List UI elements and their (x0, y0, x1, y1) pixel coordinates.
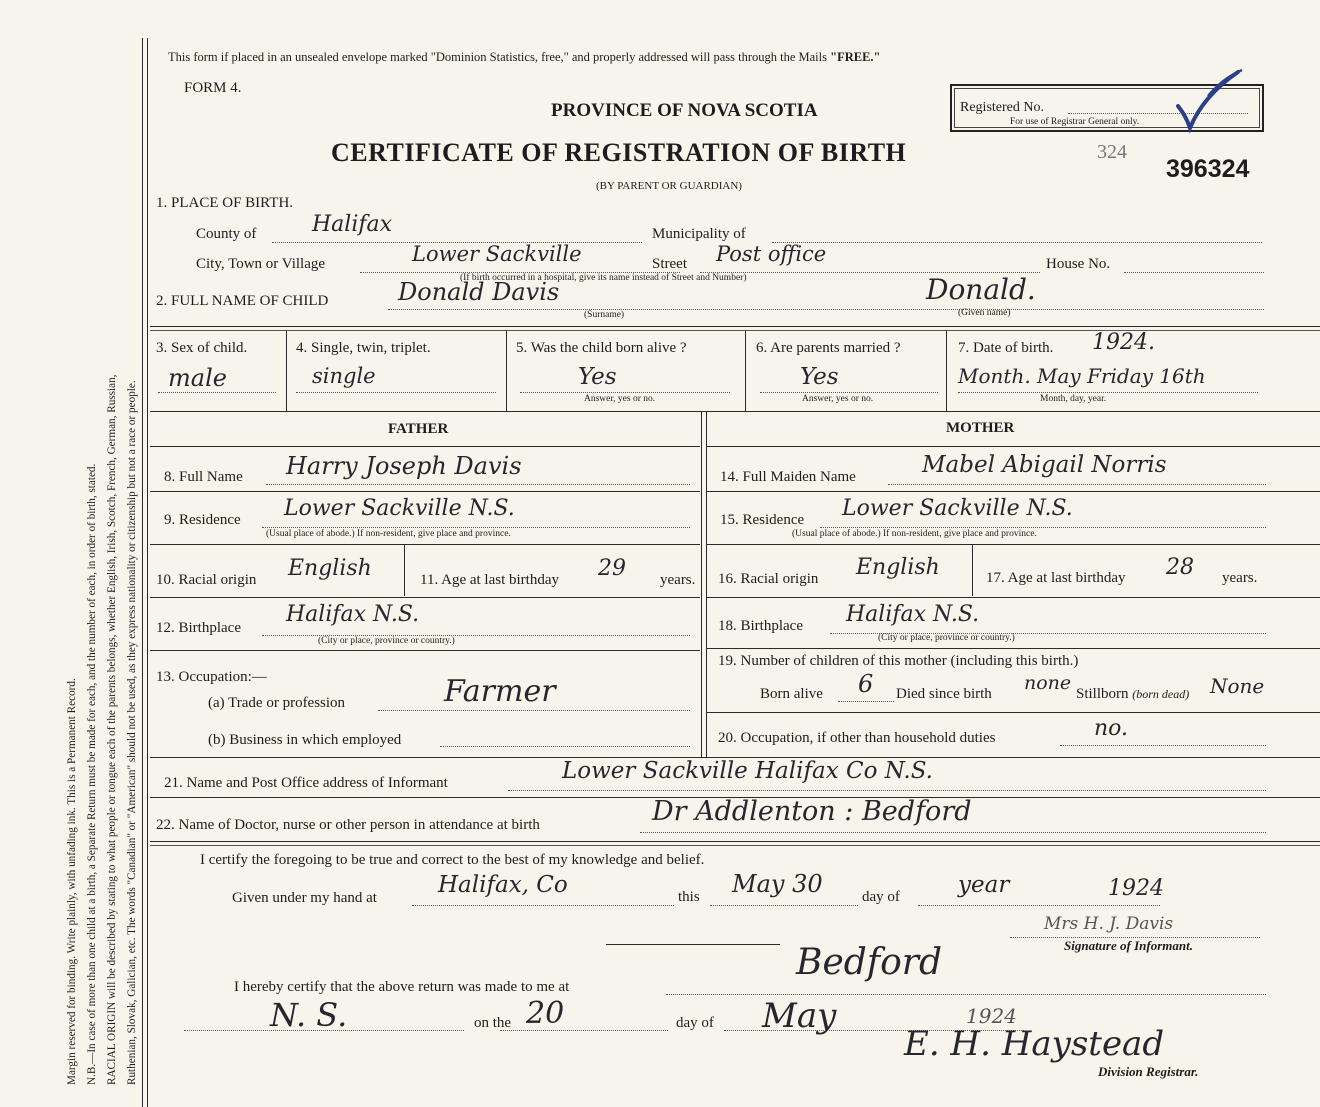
this-label: this (678, 889, 700, 905)
mother-row-5 (707, 712, 1320, 713)
day-line (710, 905, 858, 906)
facts-sep-3 (745, 331, 746, 411)
occupation-label: 13. Occupation:— (156, 669, 267, 685)
married-caption: Answer, yes or no. (802, 394, 874, 404)
divider-5a (150, 841, 1320, 842)
dob-label: 7. Date of birth. (958, 340, 1054, 356)
surname-caption: (Surname) (584, 310, 625, 320)
alive-value: Yes (578, 364, 617, 390)
died-value: none (1024, 672, 1072, 694)
house-label: House No. (1046, 256, 1111, 272)
doctor-line (640, 832, 1266, 833)
father-row-1 (150, 491, 700, 492)
place-label: 1. PLACE OF BIRTH. (156, 195, 294, 211)
county-value: Halifax (312, 212, 393, 237)
checkmark-icon (1168, 66, 1248, 136)
mother-age-unit: years. (1222, 570, 1258, 586)
sex-value: male (168, 364, 227, 392)
child-given-value: Donald. (926, 273, 1036, 306)
dob-caption: Month, day, year. (1040, 394, 1107, 404)
dob-year: 1924. (1092, 330, 1155, 355)
mother-heading-line (707, 446, 1320, 447)
doctor-value: Dr Addlenton : Bedford (652, 796, 972, 827)
hospital-note: (If birth occurred in a hospital, give its name instead of Street and Number) (460, 273, 747, 283)
given-place-line (412, 905, 674, 906)
plurality-label: 4. Single, twin, triplet. (296, 340, 431, 356)
year-word: year (958, 872, 1010, 898)
return-year: 1924 (966, 1004, 1017, 1028)
return-place: Bedford (796, 942, 943, 983)
mother-birthplace-label: 18. Birthplace (718, 618, 803, 634)
father-name-value: Harry Joseph Davis (286, 452, 522, 480)
father-name-line (266, 484, 690, 485)
plurality-value: single (312, 364, 376, 388)
return-province: N. S. (270, 996, 348, 1034)
died-label: Died since birth (896, 686, 992, 702)
parents-divider-b (706, 412, 707, 757)
father-age-unit: years. (660, 572, 696, 588)
mother-residence-label: 15. Residence (720, 512, 805, 528)
alive-label: 5. Was the child born alive ? (516, 340, 687, 356)
father-residence-value: Lower Sackville N.S. (284, 496, 515, 521)
mother-age-label: 17. Age at last birthday (986, 570, 1126, 586)
facts-sep-1 (286, 331, 287, 411)
mother-name-line (888, 484, 1266, 485)
married-line (760, 392, 938, 393)
father-heading: FATHER (388, 421, 449, 437)
married-label: 6. Are parents married ? (756, 340, 901, 356)
married-value: Yes (800, 364, 839, 390)
margin-note-2: N.B.—In case of more than one child at a birth, a Separate Return must be made for each, and the number of each, in order of birth, stated. (86, 463, 98, 1085)
city-label: City, Town or Village (196, 256, 326, 272)
given-label: Given under my hand at (232, 890, 377, 906)
father-row-4 (150, 650, 700, 651)
stillborn-value: None (1210, 674, 1265, 698)
given-caption: (Given name) (958, 308, 1011, 318)
mother-residence-caption: (Usual place of abode.) If non-resident, give place and province. (792, 529, 1037, 539)
margin-note-3: RACIAL ORIGIN will be described by stating to what people or tongue each of the parents belongs, whether English, Irish, Scotch, French, German, Russian, (106, 374, 118, 1085)
year-value: 1924 (1108, 876, 1164, 901)
father-age-value: 29 (598, 556, 626, 581)
form-number: FORM 4. (184, 80, 242, 96)
registrar-use-note: For use of Registrar General only. (1010, 117, 1140, 127)
father-birthplace-label: 12. Birthplace (156, 620, 241, 636)
subtitle: (BY PARENT OR GUARDIAN) (596, 180, 742, 192)
child-name-label: 2. FULL NAME OF CHILD (156, 293, 329, 309)
doctor-label: 22. Name of Doctor, nurse or other person in attendance at birth (156, 817, 540, 833)
margin-note-4: Ruthenian, Slovak, Galician, etc. The words "Canadian" or "American" should not be used, as they express nationality or citizenship but not a race or people. (126, 380, 138, 1085)
plurality-line (296, 392, 496, 393)
mother-occupation-label: 20. Occupation, if other than household duties (718, 730, 996, 746)
informant-line (508, 790, 1266, 791)
parents-divider-a (701, 412, 702, 757)
mother-row-1 (707, 491, 1320, 492)
short-rule (606, 944, 780, 945)
child-name-line (388, 309, 1264, 310)
father-racial-value: English (288, 556, 372, 581)
county-label: County of (196, 226, 257, 242)
city-value: Lower Sackville (412, 242, 582, 266)
certificate-number: 396324 (1166, 155, 1250, 183)
day-value: May 30 (732, 870, 823, 898)
number-stamp-small: 324 (1097, 141, 1127, 163)
father-residence-label: 9. Residence (164, 512, 241, 528)
mother-birthplace-value: Halifax N.S. (846, 602, 980, 627)
return-place-line (666, 994, 1266, 995)
return-province-line (184, 1030, 464, 1031)
father-name-label: 8. Full Name (164, 469, 243, 485)
top-notice: This form if placed in an unsealed envelope marked "Dominion Statistics, free," and properly addressed will pass through the Mails "FREE." (168, 50, 881, 64)
return-label: I hereby certify that the above return was made to me at (234, 979, 570, 995)
divider-2 (150, 411, 1320, 412)
divider-1 (150, 326, 1320, 327)
mother-racial-value: English (856, 555, 940, 580)
mother-racial-sep (972, 545, 973, 596)
mother-name-label: 14. Full Maiden Name (720, 469, 856, 485)
alive-line (520, 392, 730, 393)
year-line (918, 905, 1160, 906)
born-alive-value: 6 (858, 670, 874, 698)
sex-label: 3. Sex of child. (156, 340, 248, 356)
return-day: 20 (526, 996, 565, 1031)
registrar-caption: Division Registrar. (1098, 1064, 1199, 1079)
stillborn-label: Stillborn (1076, 686, 1129, 702)
alive-caption: Answer, yes or no. (584, 394, 656, 404)
facts-sep-2 (506, 331, 507, 411)
margin-note-1: Margin reserved for binding. Write plainly, with unfading ink. This is a Permanent Record. (66, 678, 78, 1085)
return-day-of-label: day of (676, 1015, 714, 1031)
informant-sig-caption: Signature of Informant. (1064, 938, 1193, 953)
trade-label: (a) Trade or profession (208, 695, 346, 711)
binding-line-inner (147, 38, 148, 1107)
father-residence-caption: (Usual place of abode.) If non-resident, give place and province. (266, 529, 511, 539)
father-row-2 (150, 544, 700, 545)
mother-racial-label: 16. Racial origin (718, 571, 819, 587)
mother-age-value: 28 (1166, 555, 1194, 580)
municipality-line (772, 242, 1262, 243)
father-racial-label: 10. Racial origin (156, 572, 257, 588)
children-label: 19. Number of children of this mother (including this birth.) (718, 653, 1079, 669)
stillborn-note: (born dead) (1132, 687, 1190, 701)
informant-signature: Mrs H. J. Davis (1044, 914, 1174, 934)
given-place: Halifax, Co (438, 872, 568, 898)
father-residence-line (262, 527, 690, 528)
mother-row-4 (707, 648, 1320, 649)
stillborn-group (1076, 686, 1189, 703)
street-label: Street (652, 256, 687, 272)
father-age-label: 11. Age at last birthday (420, 572, 559, 588)
mother-row-3 (707, 597, 1320, 598)
father-row-3 (150, 597, 700, 598)
sex-line (158, 392, 276, 393)
day-of-label: day of (862, 889, 900, 905)
cert-statement: I certify the foregoing to be true and correct to the best of my knowledge and belief. (200, 852, 705, 868)
mother-name-value: Mabel Abigail Norris (922, 452, 1167, 478)
return-month: May (762, 996, 837, 1036)
informant-label: 21. Name and Post Office address of Informant (164, 775, 448, 791)
father-birthplace-value: Halifax N.S. (286, 602, 420, 627)
mother-birthplace-caption: (City or place, province or country.) (878, 633, 1015, 643)
born-alive-label: Born alive (760, 686, 823, 702)
mother-occupation-value: no. (1094, 716, 1129, 741)
page-title: CERTIFICATE OF REGISTRATION OF BIRTH (331, 138, 907, 167)
registrar-signature: E. H. Haystead (904, 1024, 1165, 1064)
father-heading-line (150, 446, 700, 447)
street-value: Post office (716, 242, 827, 266)
mother-residence-line (820, 527, 1266, 528)
trade-value: Farmer (444, 674, 556, 709)
binding-line-outer (142, 38, 143, 1107)
business-line (440, 746, 690, 747)
mother-occupation-line (1060, 745, 1266, 746)
margin-strip (0, 0, 150, 1107)
facts-sep-4 (946, 331, 947, 411)
registered-no-label: Registered No. (960, 100, 1044, 115)
mother-residence-value: Lower Sackville N.S. (842, 496, 1073, 521)
house-line (1124, 272, 1264, 273)
dob-value: Month. May Friday 16th (958, 364, 1206, 388)
mother-row-2 (707, 544, 1320, 545)
child-surname-value: Donald Davis (398, 278, 560, 306)
dob-line (958, 392, 1258, 393)
mother-heading: MOTHER (946, 420, 1015, 436)
return-day-line (500, 1030, 668, 1031)
municipality-label: Municipality of (652, 226, 746, 242)
trade-line (378, 710, 690, 711)
father-racial-sep (404, 545, 405, 596)
province: PROVINCE OF NOVA SCOTIA (551, 100, 818, 121)
on-the-label: on the (474, 1015, 512, 1031)
born-alive-line (838, 701, 894, 702)
business-label: (b) Business in which employed (208, 732, 402, 748)
father-birthplace-caption: (City or place, province or country.) (318, 636, 455, 646)
divider-5b (150, 845, 1320, 846)
informant-value: Lower Sackville Halifax Co N.S. (562, 758, 933, 784)
